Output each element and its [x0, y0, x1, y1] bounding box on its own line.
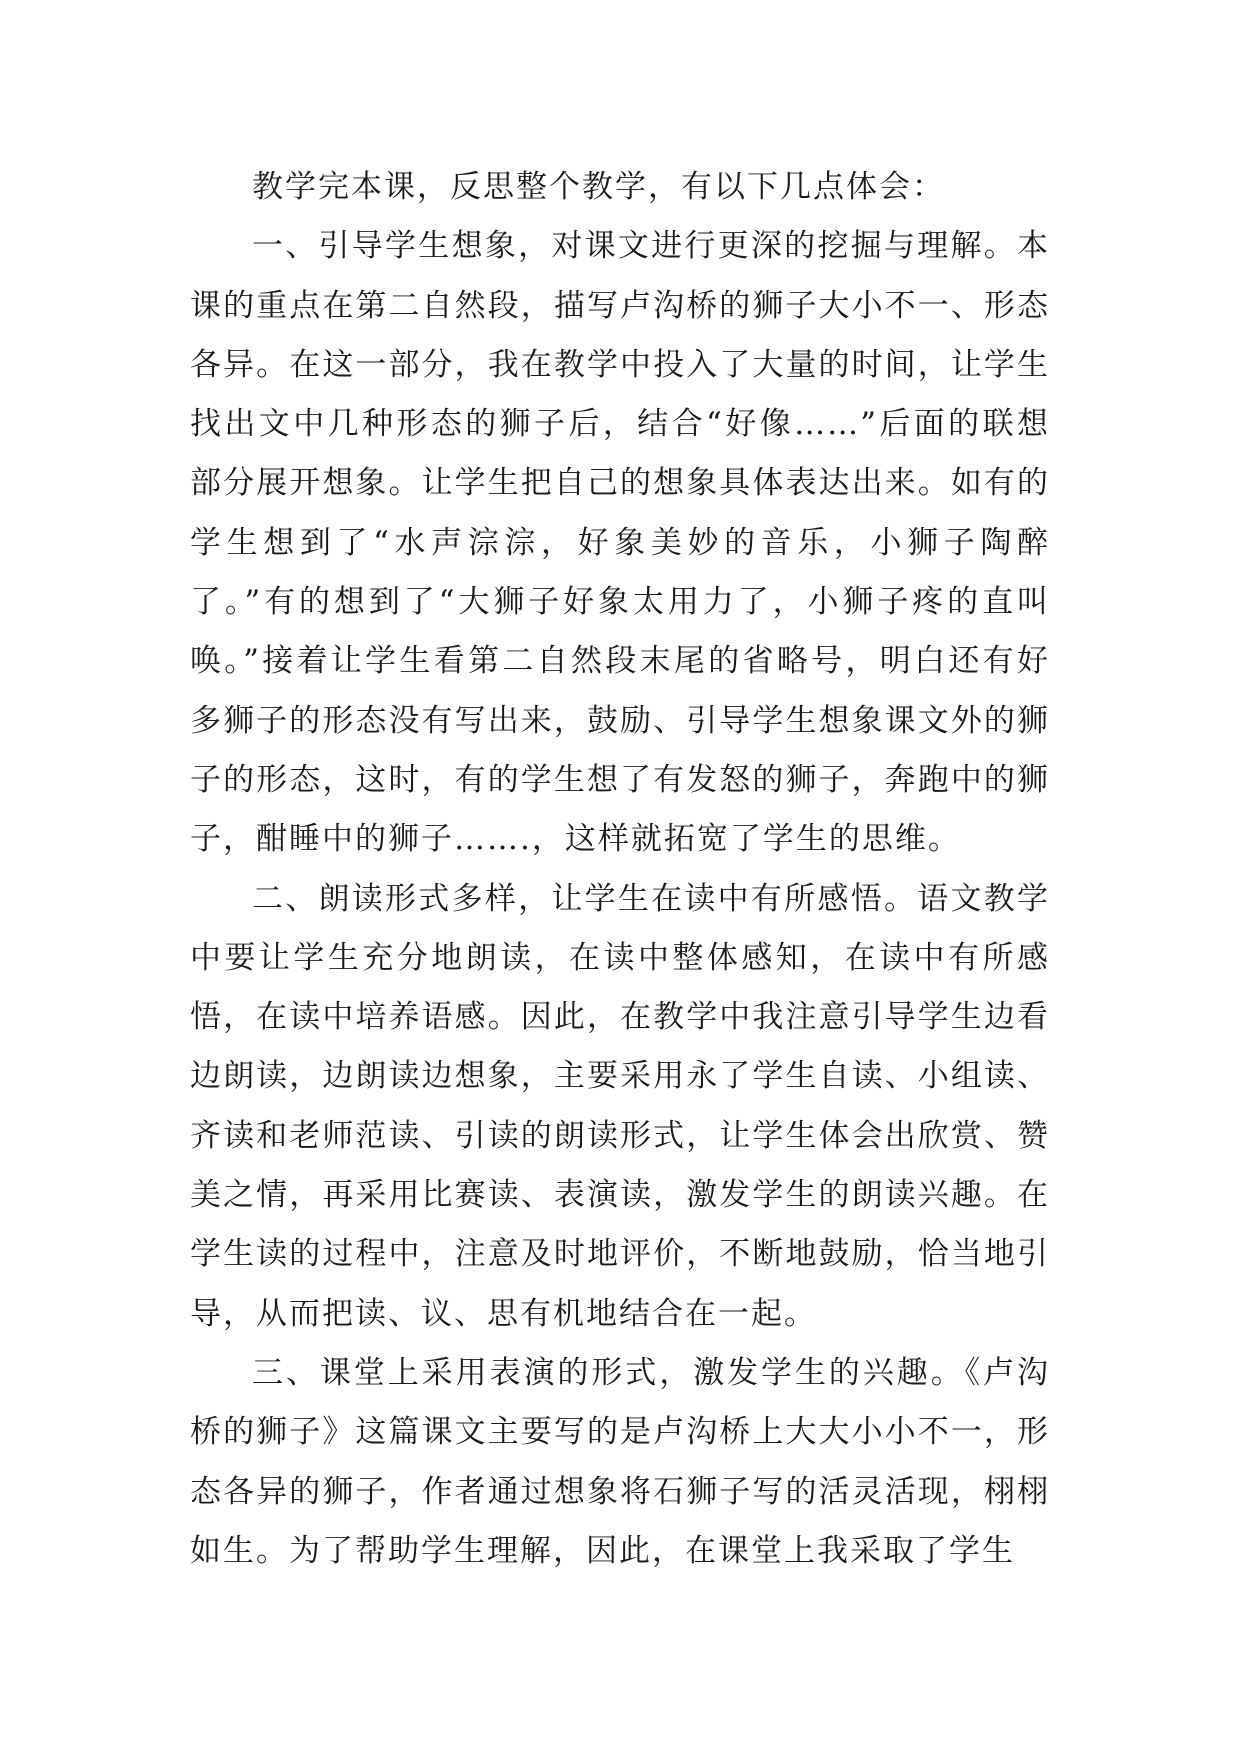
- paragraph-point-two: 二、朗读形式多样，让学生在读中有所感悟。语文教学中要让学生充分地朗读，在读中整体感知，在读中有所感悟，在读中培养语感。因此，在教学中我注意引导学生边看边朗读，边朗读边想象，主要采用永了学生自读、小组读、齐读和老师范读、引读的朗读形式，让学生体会出欣赏、赞美之情，再采用比赛读、表演读，激发学生的朗读兴趣。在学生读的过程中，注意及时地评价，不断地鼓励，恰当地引导，从而把读、议、思有机地结合在一起。: [190, 880, 1050, 1332]
- paragraph-point-one: 一、引导学生想象，对课文进行更深的挖掘与理解。本课的重点在第二自然段，描写卢沟桥的狮子大小不一、形态各异。在这一部分，我在教学中投入了大量的时间，让学生找出文中几种形态的狮子后，结合“好像……”后面的联想部分展开想象。让学生把自己的想象具体表达出来。如有的学生想到了“水声淙淙，好象美妙的音乐，小狮子陶醉了。”有的想到了“大狮子好象太用力了，小狮子疼的直叫唤。”接着让学生看第二自然段末尾的省略号，明白还有好多狮子的形态没有写出来，鼓励、引导学生想象课文外的狮子的形态，这时，有的学生想了有发怒的狮子，奔跑中的狮子，酣睡中的狮子…….，这样就拓宽了学生的思维。: [190, 228, 1050, 858]
- paragraph-point-three: 三、课堂上采用表演的形式，激发学生的兴趣。《卢沟桥的狮子》这篇课文主要写的是卢沟桥上大大小小不一，形态各异的狮子，作者通过想象将石狮子写的活灵活现，栩栩如生。为了帮助学生理解，因此，在课堂上我采取了学生: [190, 1354, 1050, 1569]
- paragraph-intro: 教学完本课，反思整个教学，有以下几点体会：: [252, 169, 945, 205]
- document-body: [190, 158, 1050, 1581]
